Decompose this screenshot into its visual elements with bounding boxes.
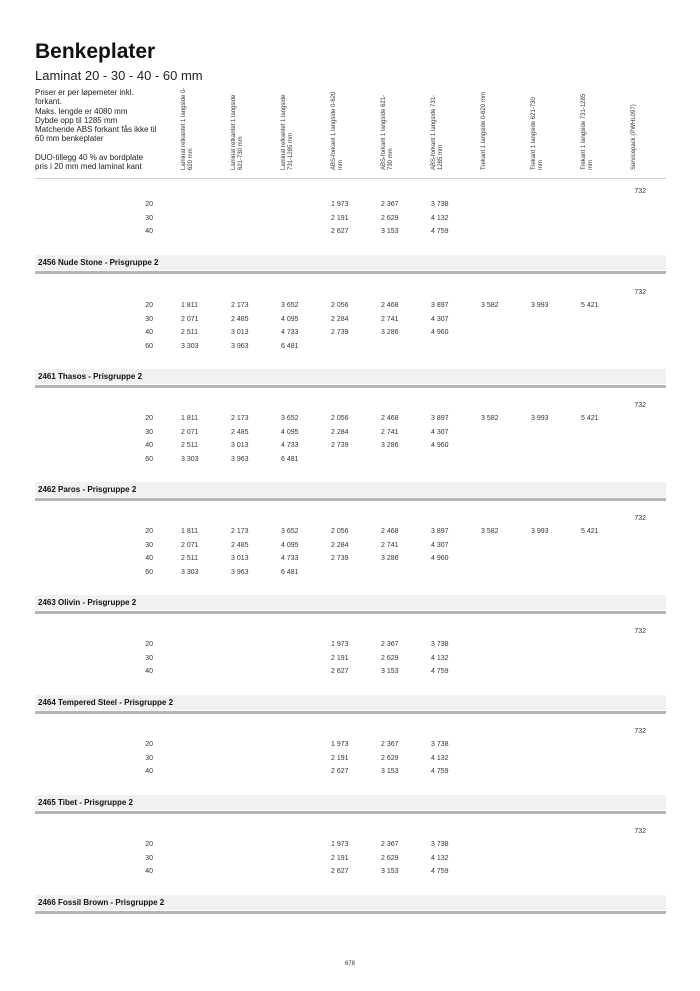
price-cell: 3 286: [381, 442, 399, 449]
section-title: 2464 Tempered Steel - Prisgruppe 2: [38, 697, 174, 707]
price-cell: 4 759: [431, 768, 449, 775]
intro-line: pris i 20 mm med laminat kant: [35, 162, 142, 172]
table-row: [35, 641, 666, 654]
price-cell: 3 303: [181, 342, 199, 350]
price-cell: 2 071: [181, 428, 199, 436]
intro-line: forkant.: [35, 97, 62, 107]
price-cell: 2 173: [231, 415, 249, 422]
price-cell: 2 367: [381, 841, 399, 848]
thickness-label: 30: [145, 315, 153, 323]
servicepack-price: 732: [634, 728, 646, 735]
table-row: [35, 429, 666, 442]
section-divider: [35, 811, 666, 814]
price-cell: 2 056: [331, 415, 349, 422]
price-cell: 2 739: [331, 555, 349, 562]
price-cell: 1 811: [181, 302, 198, 309]
price-cell: 2 741: [381, 428, 399, 436]
intro-line: Maks. lengde er 4080 mm: [35, 106, 128, 116]
page-title: Benkeplater: [35, 40, 156, 63]
thickness-label: 30: [145, 541, 153, 549]
price-cell: 3 738: [431, 741, 449, 748]
section-title: 2456 Nude Stone - Prisgruppe 2: [38, 257, 159, 267]
price-cell: 2 367: [381, 741, 399, 748]
intro-line: Matchende ABS forkant fås ikke til: [35, 125, 157, 135]
thickness-label: 60: [145, 342, 153, 350]
price-cell: 3 582: [481, 302, 499, 309]
thickness-label: 40: [145, 668, 153, 675]
price-cell: 2 485: [231, 315, 249, 323]
price-cell: 3 303: [181, 568, 199, 576]
price-cell: 2 284: [331, 315, 349, 323]
price-cell: 4 960: [431, 555, 449, 562]
price-cell: 2 485: [231, 428, 249, 436]
section-header: [35, 695, 666, 710]
price-cell: 1 973: [331, 741, 349, 748]
price-cell: 3 897: [431, 528, 449, 535]
price-cell: 2 284: [331, 541, 349, 549]
section-title: 2465 Tibet - Prisgruppe 2: [38, 797, 133, 807]
price-cell: 3 963: [231, 342, 249, 350]
price-cell: 3 303: [181, 455, 199, 463]
price-cell: 2 367: [381, 641, 399, 648]
price-cell: 4 307: [431, 428, 449, 436]
price-cell: 4 095: [281, 315, 299, 323]
table-row: [35, 201, 666, 214]
price-cell: 3 897: [431, 415, 449, 422]
section-header: [35, 482, 666, 497]
column-header: Servicepack (PWHL097): [631, 104, 637, 170]
section-title: 2466 Fossil Brown - Prisgruppe 2: [38, 897, 165, 907]
price-cell: 4 759: [431, 228, 449, 235]
price-cell: 2 627: [331, 668, 349, 675]
price-cell: 3 582: [481, 528, 499, 535]
price-cell: 4 095: [281, 541, 299, 549]
price-cell: 1 973: [331, 841, 349, 848]
price-cell: 3 013: [231, 555, 249, 562]
section-divider: [35, 611, 666, 614]
price-cell: 4 759: [431, 668, 449, 675]
thickness-label: 20: [145, 841, 153, 848]
table-row: [35, 868, 666, 881]
price-cell: 4 132: [431, 214, 449, 222]
servicepack-price: 732: [634, 628, 646, 635]
price-cell: 1 811: [181, 415, 198, 422]
thickness-label: 60: [145, 568, 153, 576]
price-cell: 2 468: [381, 302, 399, 309]
price-cell: 1 973: [331, 641, 349, 648]
price-cell: 3 153: [381, 668, 399, 675]
table-row: [35, 555, 666, 568]
price-cell: 2 511: [181, 442, 198, 449]
price-cell: 2 284: [331, 428, 349, 436]
price-cell: 2 367: [381, 201, 399, 208]
intro-line: DUO-tillegg 40 % av bordplate: [35, 152, 144, 162]
price-cell: 5 421: [581, 415, 599, 422]
price-cell: 1 811: [181, 528, 198, 535]
price-cell: 2 056: [331, 302, 349, 309]
page-subtitle: Laminat 20 - 30 - 40 - 60 mm: [35, 68, 203, 83]
price-cell: 4 132: [431, 654, 449, 662]
thickness-label: 30: [145, 754, 153, 762]
price-cell: 3 652: [281, 302, 299, 309]
price-cell: 4 307: [431, 315, 449, 323]
servicepack-price: 732: [634, 515, 646, 522]
table-row: [35, 343, 666, 356]
price-cell: 2 191: [331, 654, 349, 662]
price-cell: 2 191: [331, 754, 349, 762]
price-cell: 2 629: [381, 854, 399, 862]
table-row: [35, 755, 666, 768]
section-header: [35, 595, 666, 610]
price-cell: 2 627: [331, 228, 349, 235]
price-cell: 2 741: [381, 541, 399, 549]
column-header: Laminat retkantet 1 langside 0-620 mm: [181, 87, 194, 170]
page-number: 678: [344, 961, 355, 967]
price-cell: 2 629: [381, 754, 399, 762]
price-cell: 2 741: [381, 315, 399, 323]
column-header: ABS-forkant 1 langside 0-620 mm: [331, 91, 344, 170]
price-cell: 3 286: [381, 329, 399, 336]
table-row: [35, 442, 666, 455]
price-cell: 2 511: [181, 329, 198, 336]
table-row: [35, 415, 666, 428]
thickness-label: 20: [145, 741, 153, 748]
table-row: [35, 841, 666, 854]
price-cell: 2 191: [331, 214, 349, 222]
price-cell: 3 738: [431, 841, 449, 848]
price-cell: 3 153: [381, 768, 399, 775]
column-header: Trekant 1 langside 0-620 mm: [481, 92, 487, 170]
price-cell: 3 013: [231, 442, 249, 449]
section-divider: [35, 711, 666, 714]
table-row: [35, 215, 666, 228]
thickness-label: 20: [145, 641, 153, 648]
price-cell: 2 191: [331, 854, 349, 862]
price-cell: 3 286: [381, 555, 399, 562]
price-cell: 4 759: [431, 868, 449, 875]
price-cell: 1 973: [331, 201, 349, 208]
price-cell: 4 960: [431, 442, 449, 449]
table-row: [35, 569, 666, 582]
section-divider: [35, 911, 666, 914]
price-cell: 2 627: [331, 768, 349, 775]
table-row: [35, 655, 666, 668]
table-row: [35, 528, 666, 541]
price-cell: 2 071: [181, 315, 199, 323]
price-cell: 2 468: [381, 415, 399, 422]
thickness-label: 20: [145, 302, 153, 309]
price-cell: 2 511: [181, 555, 198, 562]
price-cell: 2 739: [331, 442, 349, 449]
servicepack-price: 732: [634, 188, 646, 195]
price-cell: 6 481: [281, 342, 299, 350]
price-cell: 3 652: [281, 415, 299, 422]
price-cell: 4 132: [431, 754, 449, 762]
section-divider: [35, 498, 666, 501]
table-row: [35, 456, 666, 469]
table-row: [35, 329, 666, 342]
price-cell: 4 733: [281, 442, 299, 449]
thickness-label: 20: [145, 415, 153, 422]
price-cell: 2 629: [381, 214, 399, 222]
table-row: [35, 855, 666, 868]
table-row: [35, 302, 666, 315]
servicepack-price: 732: [634, 402, 646, 409]
price-cell: 3 738: [431, 641, 449, 648]
price-cell: 3 963: [231, 455, 249, 463]
header-divider: [35, 178, 666, 179]
table-row: [35, 228, 666, 241]
price-cell: 4 733: [281, 329, 299, 336]
price-cell: 3 013: [231, 329, 249, 336]
section-divider: [35, 271, 666, 274]
thickness-label: 40: [145, 442, 153, 449]
thickness-label: 30: [145, 654, 153, 662]
thickness-label: 40: [145, 555, 153, 562]
price-cell: 4 095: [281, 428, 299, 436]
section-title: 2463 Olivin - Prisgruppe 2: [38, 598, 137, 607]
thickness-label: 30: [145, 214, 153, 222]
table-row: [35, 741, 666, 754]
section-title: 2461 Thasos - Prisgruppe 2: [38, 372, 143, 381]
table-row: [35, 316, 666, 329]
price-cell: 6 481: [281, 455, 299, 463]
price-cell: 5 421: [581, 528, 599, 535]
price-cell: 3 738: [431, 201, 449, 208]
section-header: [35, 895, 666, 910]
thickness-label: 30: [145, 854, 153, 862]
table-row: [35, 768, 666, 781]
section-header: [35, 795, 666, 810]
price-cell: 2 173: [231, 302, 249, 309]
thickness-label: 30: [145, 428, 153, 436]
price-cell: 2 627: [331, 868, 349, 875]
thickness-label: 60: [145, 455, 153, 463]
price-cell: 4 960: [431, 329, 449, 336]
price-cell: 6 481: [281, 568, 299, 576]
column-header: Laminat retkantet 1 langside 731-1285 mm: [281, 94, 294, 170]
price-cell: 3 153: [381, 868, 399, 875]
thickness-label: 40: [145, 228, 153, 235]
section-title: 2462 Paros - Prisgruppe 2: [38, 485, 137, 494]
intro-notes: [35, 88, 175, 171]
price-cell: 4 733: [281, 555, 299, 562]
section-header: [35, 369, 666, 384]
thickness-label: 20: [145, 201, 153, 208]
thickness-label: 40: [145, 868, 153, 875]
price-cell: 2 173: [231, 528, 249, 535]
price-cell: 3 153: [381, 228, 399, 235]
servicepack-price: 732: [634, 289, 646, 296]
price-cell: 2 739: [331, 329, 349, 336]
intro-line: Dybde opp til 1285 mm: [35, 115, 118, 125]
price-cell: 2 468: [381, 528, 399, 535]
price-cell: 2 056: [331, 528, 349, 535]
section-header: [35, 255, 666, 270]
column-header: Trekant 1 langside 621-730 mm: [531, 97, 544, 170]
price-cell: 3 897: [431, 302, 449, 309]
servicepack-price: 732: [634, 828, 646, 835]
price-cell: 3 582: [481, 415, 499, 422]
price-cell: 3 652: [281, 528, 299, 535]
price-cell: 2 629: [381, 654, 399, 662]
section-divider: [35, 385, 666, 388]
table-row: [35, 668, 666, 681]
thickness-label: 20: [145, 528, 153, 535]
price-cell: 2 071: [181, 541, 199, 549]
price-cell: 3 993: [531, 302, 549, 309]
table-row: [35, 542, 666, 555]
price-cell: 4 132: [431, 854, 449, 862]
intro-line: 60 mm benkeplater: [35, 134, 104, 144]
column-header: Trekant 1 langside 731-1285 mm: [581, 93, 594, 170]
intro-line: Priser er per løpemeter inkl.: [35, 88, 134, 97]
price-cell: 3 963: [231, 568, 249, 576]
thickness-label: 40: [145, 329, 153, 336]
thickness-label: 40: [145, 768, 153, 775]
price-cell: 3 993: [531, 528, 549, 535]
price-cell: 4 307: [431, 541, 449, 549]
column-header: Laminat retkantet 1 langside 621-730 mm: [231, 94, 244, 170]
column-header: ABS-forkant 1 langside 731-1285 mm: [431, 94, 444, 170]
price-cell: 5 421: [581, 302, 599, 309]
price-cell: 3 993: [531, 415, 549, 422]
column-header: ABS-forkant 1 langside 621-730 mm: [381, 94, 394, 170]
price-cell: 2 485: [231, 541, 249, 549]
